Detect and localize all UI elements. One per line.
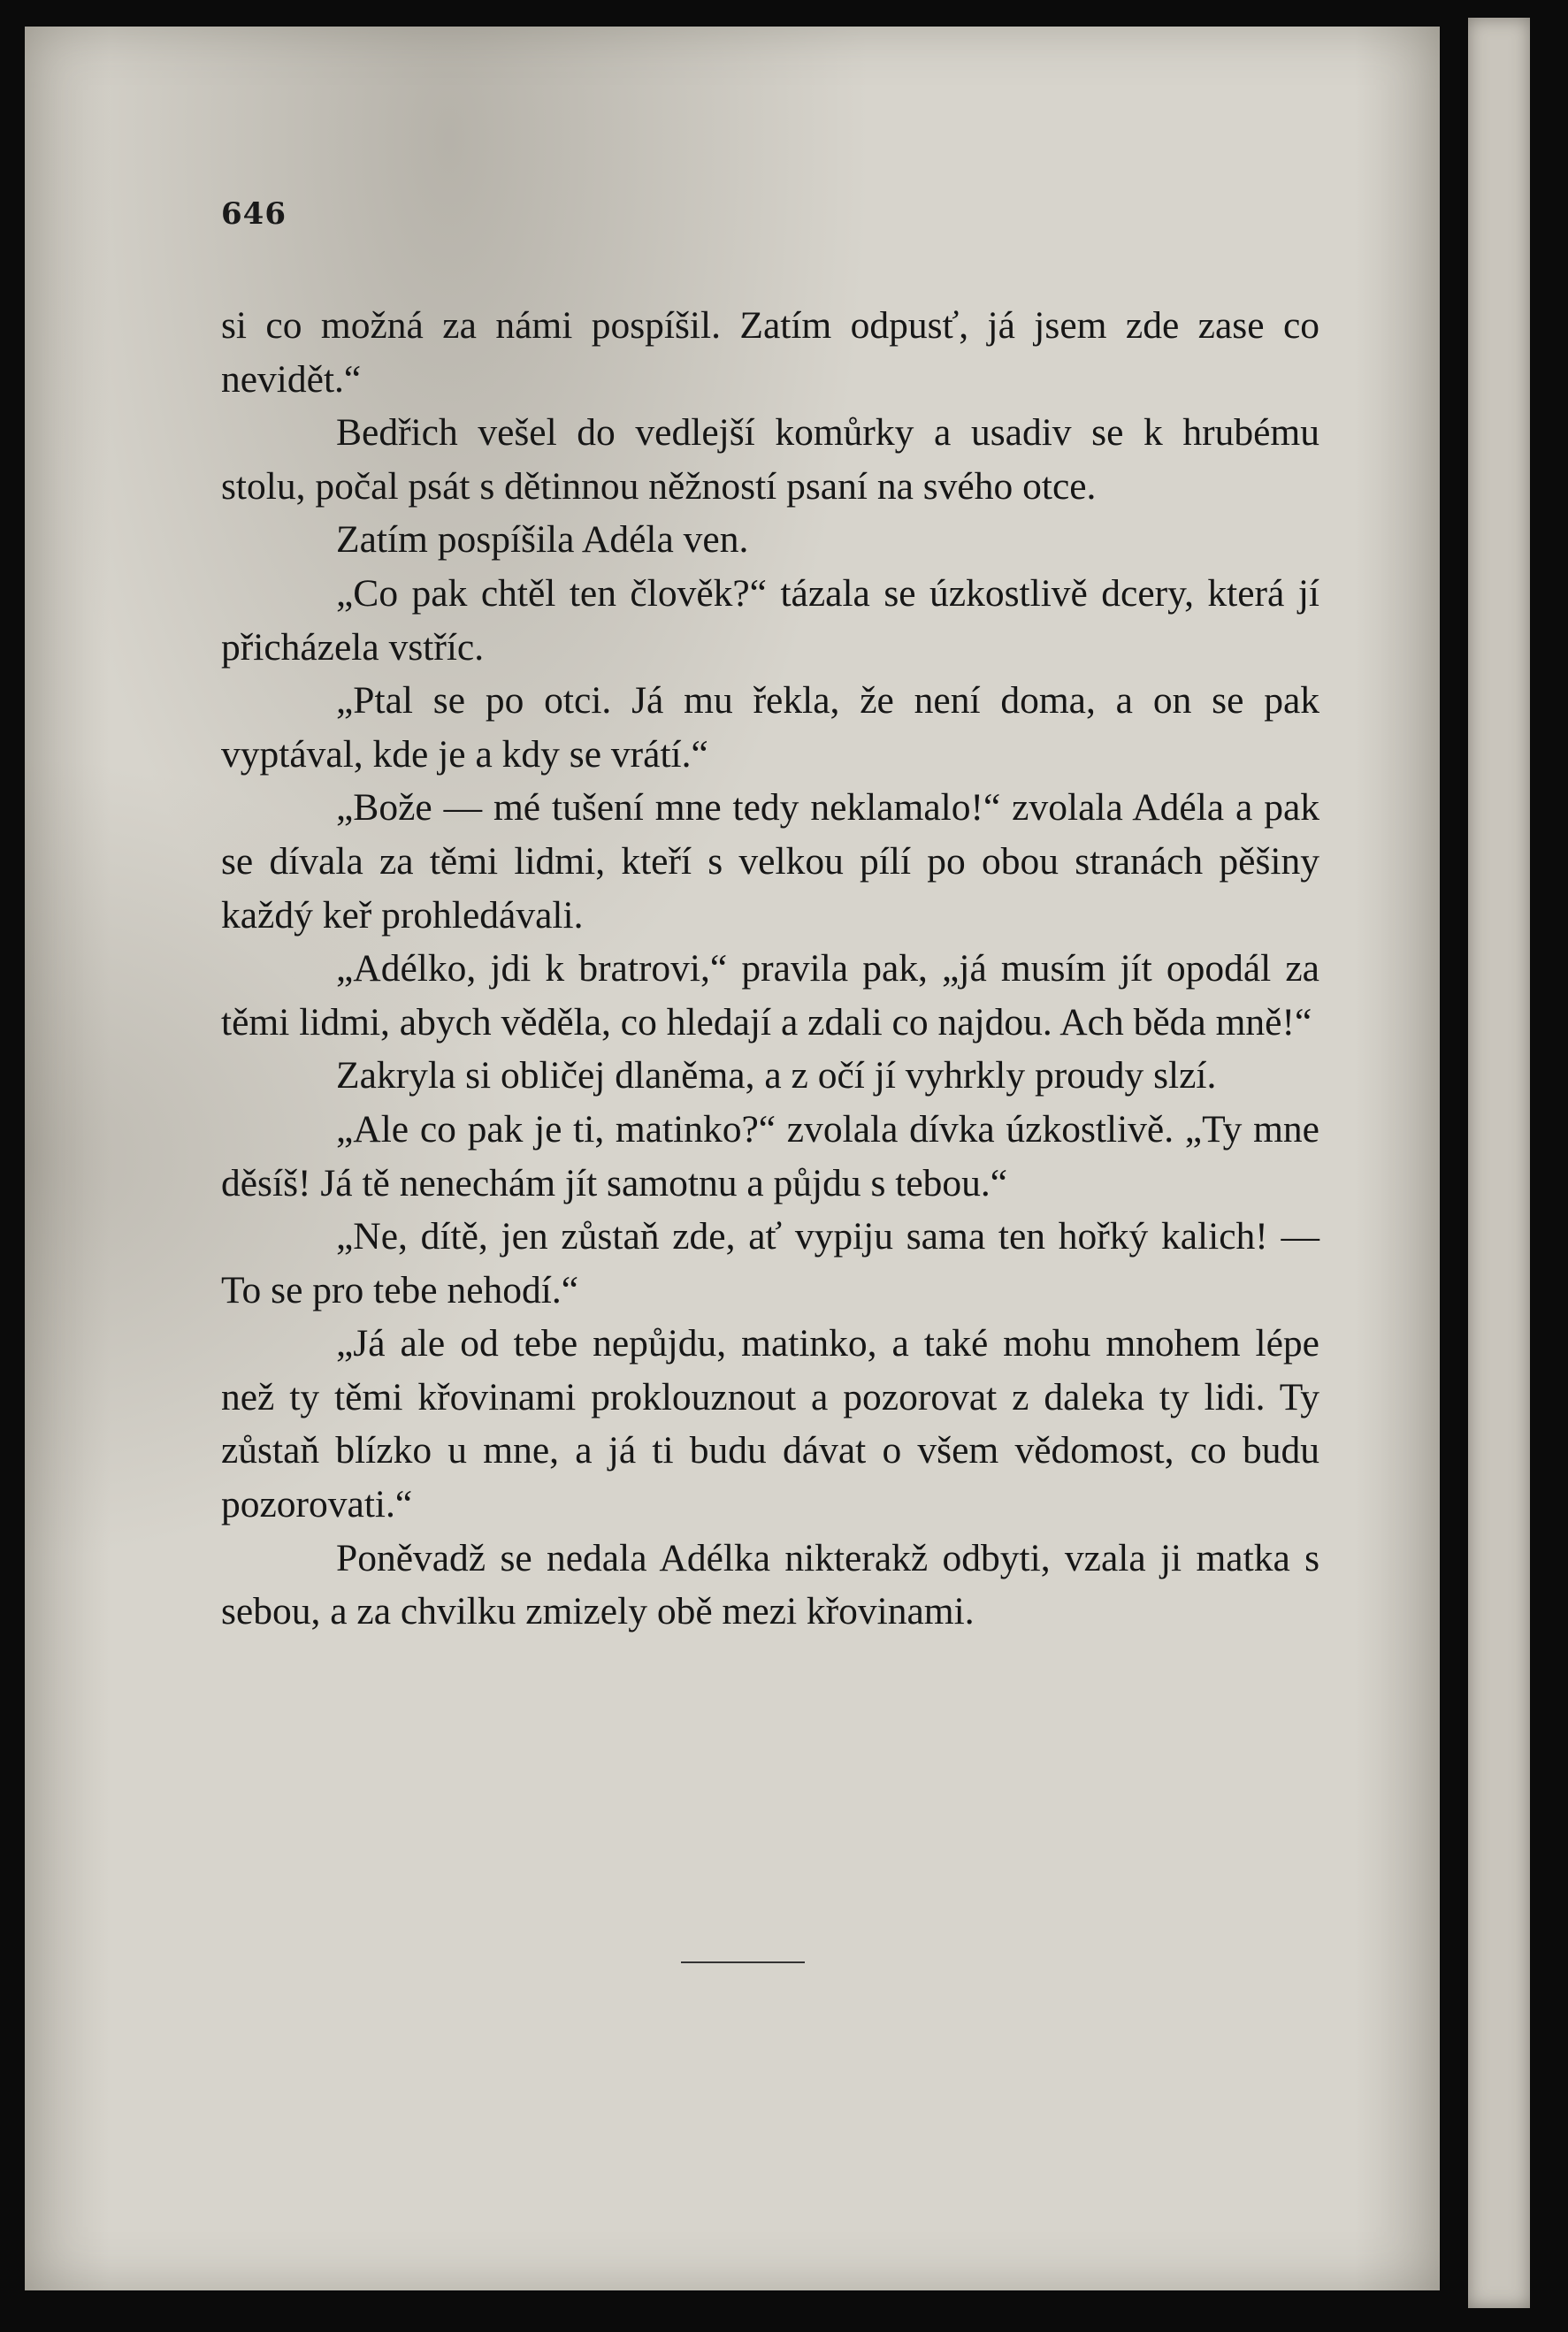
paragraph: „Ale co pak je ti, matinko?“ zvolala dívka úzkostlivě. „Ty mne děsíš! Já tě nenechám jít samotnu a půjdu s tebou.“	[221, 1107, 1319, 1204]
section-end-rule	[681, 1961, 805, 1963]
paragraph: „Já ale od tebe nepůjdu, matinko, a také mohu mnohem lépe než ty těmi křovinami proklouznout a pozorovat z daleka ty lidi. Ty zůstaň blízko u mne, a já ti budu dávat o všem vědomost, co budu pozorovati.“	[221, 1322, 1319, 1526]
body-text	[221, 299, 1319, 1639]
paragraph: Zatím pospíšila Adéla ven.	[336, 518, 749, 562]
paragraph: Poněvadž se nedala Adélka nikterakž odbyti, vzala ji matka s sebou, a za chvilku zmizely obě mezi křovinami.	[221, 1536, 1319, 1633]
paragraph: „Adélko, jdi k bratrovi,“ pravila pak, „já musím jít opodál za těmi lidmi, abych věděla, co hledají a zdali co najdou. Ach běda mně!“	[221, 947, 1319, 1044]
page-number: 646	[221, 196, 287, 232]
paragraph: „Co pak chtěl ten člověk?“ tázala se úzkostlivě dcery, která jí přicházela vstříc.	[221, 571, 1319, 669]
paragraph: „Ne, dítě, jen zůstaň zde, ať vypiju sama ten hořký kalich! — To se pro tebe nehodí.“	[221, 1215, 1319, 1311]
facing-page-edge	[1468, 18, 1530, 2308]
paragraph: si co možná za námi pospíšil. Zatím odpusť, já jsem zde zase co nevidět.“	[221, 304, 1319, 401]
paragraph: „Ptal se po otci. Já mu řekla, že není doma, a on se pak vyptával, kde je a kdy se vrátí.“	[221, 679, 1319, 776]
paragraph: Zakryla si obličej dlaněma, a z očí jí vyhrkly proudy slzí.	[336, 1054, 1217, 1097]
paragraph: Bedřich vešel do vedlejší komůrky a usadiv se k hrubému stolu, počal psát s dětinnou něžností psaní na svého otce.	[221, 411, 1319, 508]
paragraph: „Bože — mé tušení mne tedy neklamalo!“ zvolala Adéla a pak se dívala za těmi lidmi, kteří s velkou pílí po obou stranách pěšiny každý keř prohledávali.	[221, 786, 1319, 937]
